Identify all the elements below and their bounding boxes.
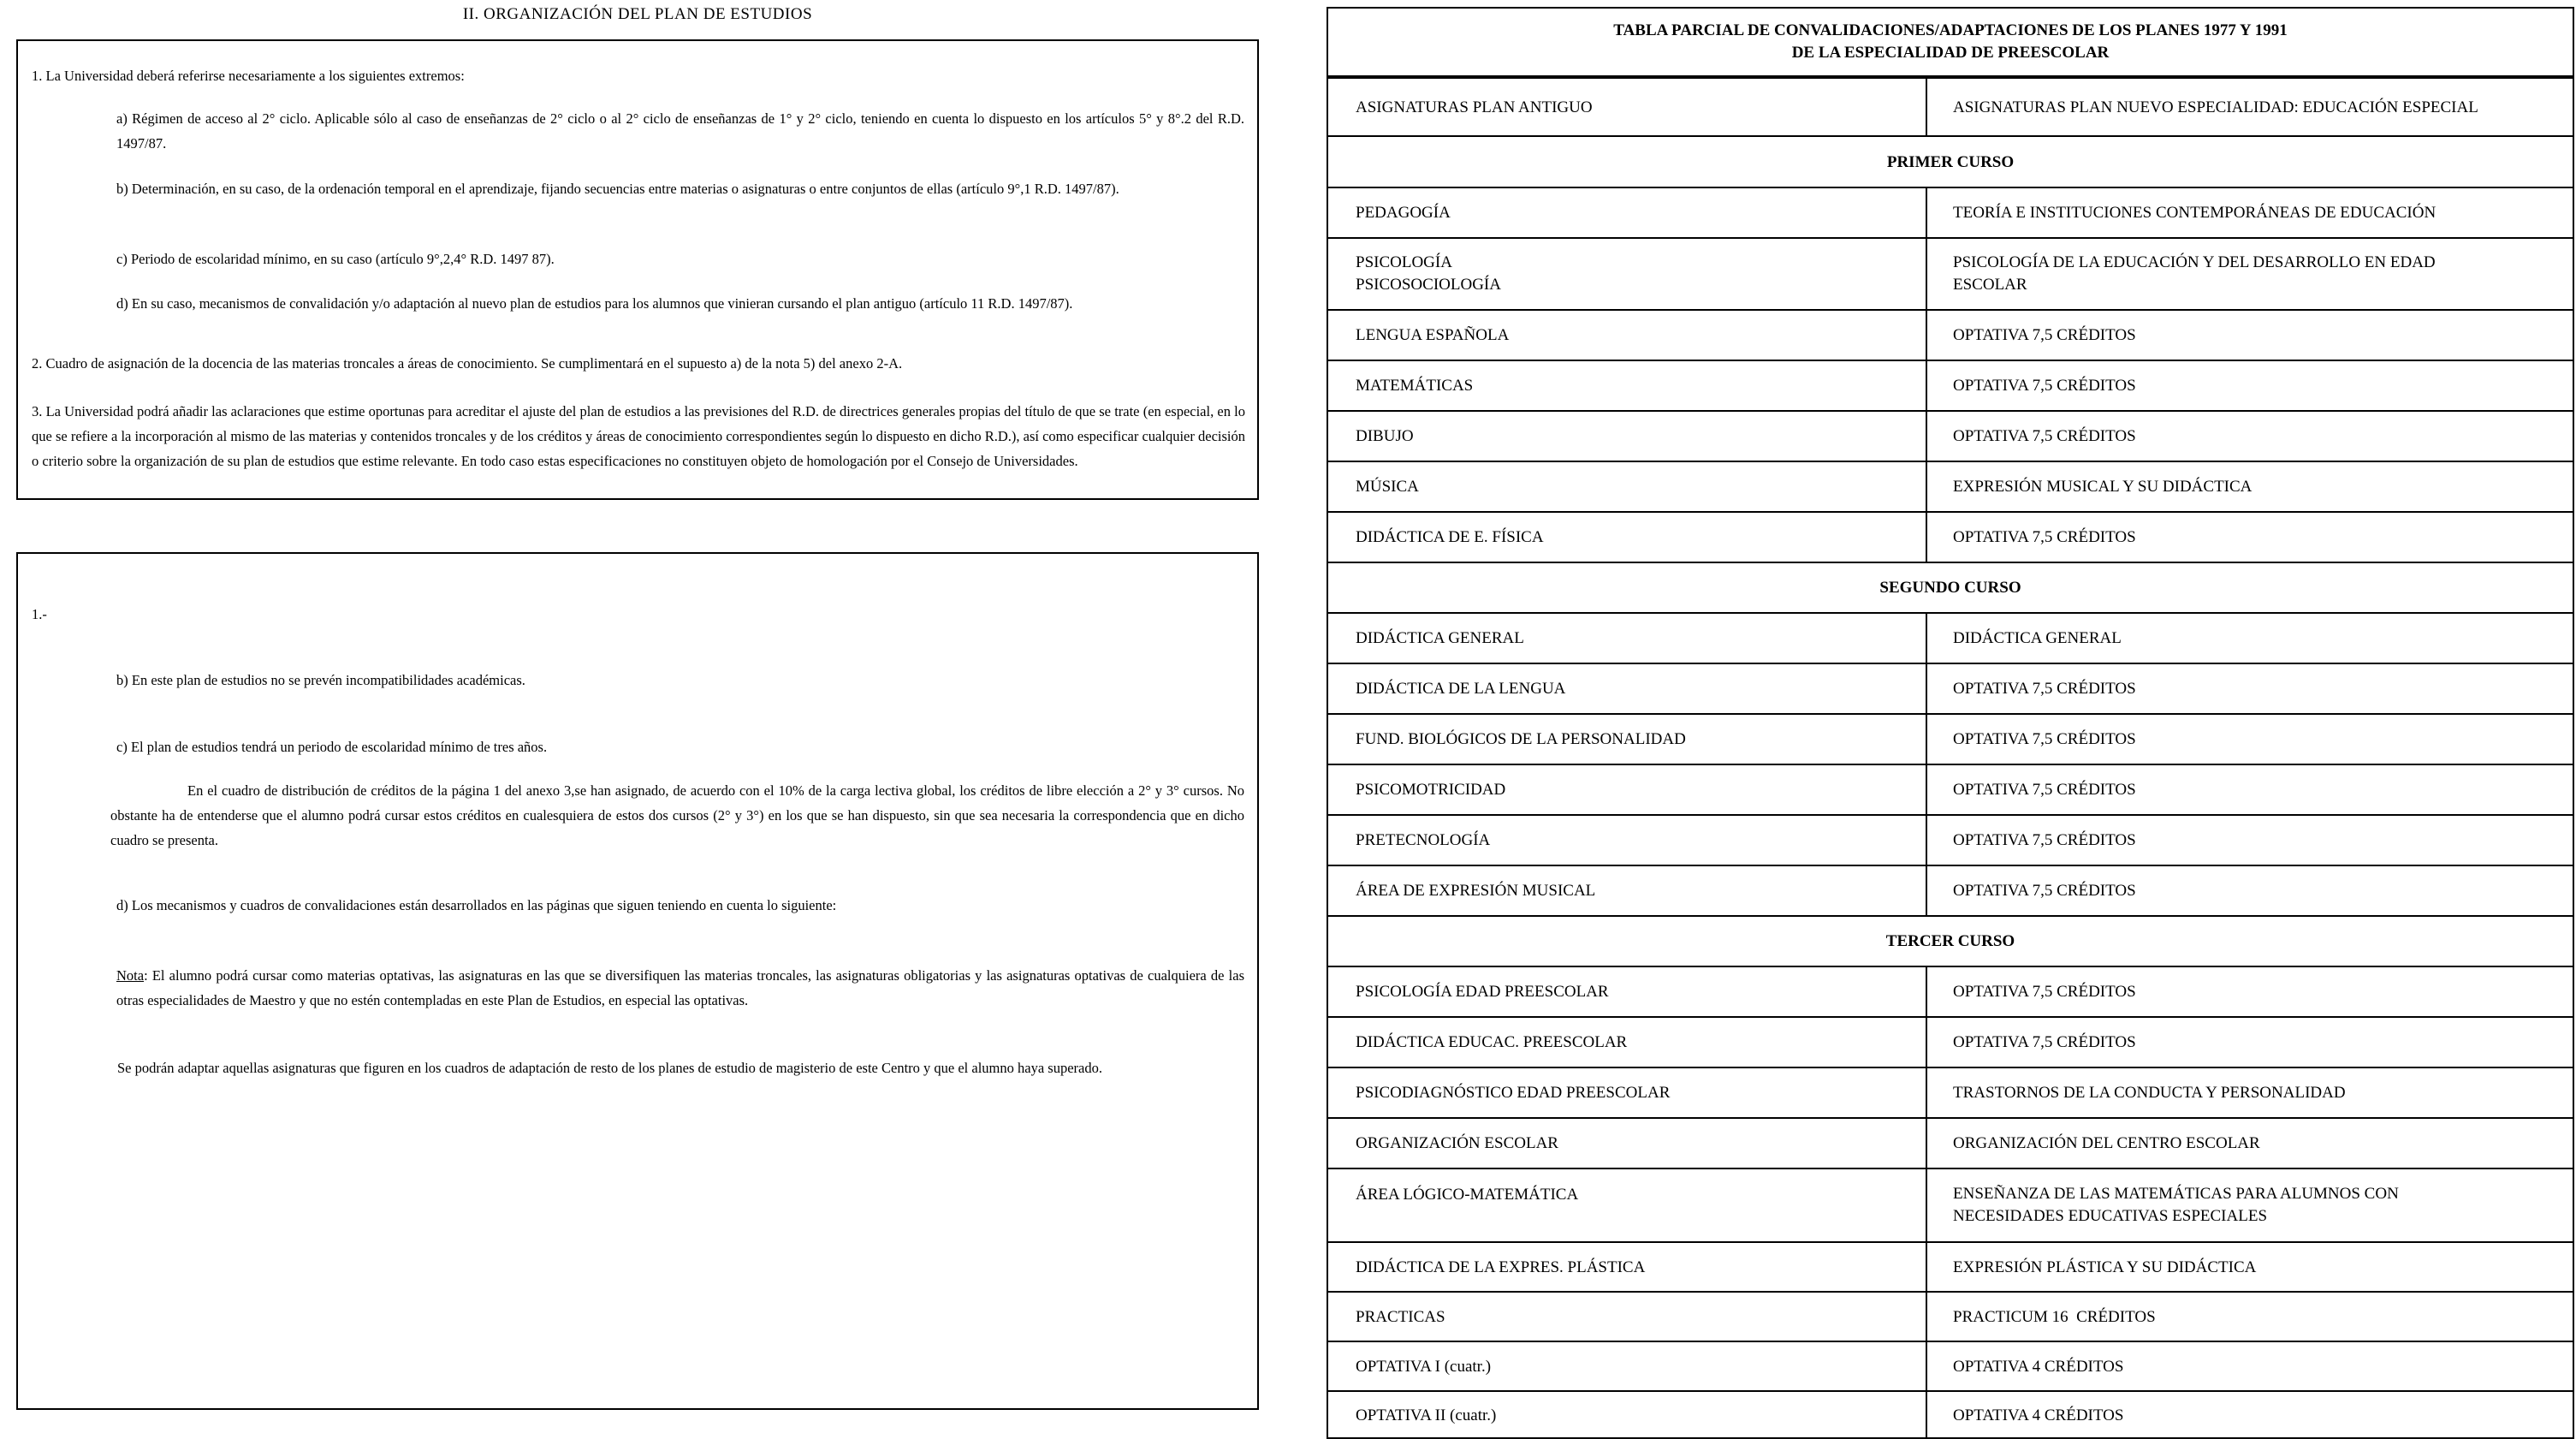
old-subject bbox=[1328, 1068, 1927, 1117]
old-subject-text: OPTATIVA II (cuatr.) bbox=[1356, 1406, 1497, 1424]
new-subject-text: OPTATIVA 7,5 CRÉDITOS bbox=[1953, 983, 2136, 1001]
new-subject bbox=[1927, 412, 2573, 461]
old-subject bbox=[1328, 188, 1927, 237]
old-subject bbox=[1328, 816, 1927, 865]
new-subject-text: OPTATIVA 7,5 CRÉDITOS bbox=[1953, 781, 2136, 799]
note-c-detail: En el cuadro de distribución de créditos de la página 1 del anexo 3,se han asignado, de acuerdo con el 10% de la carga lectiva global, los créditos de libre elección a 2° y 3° cursos. No obstante ha de entenderse que el alumno podrá cursar estos créditos en cualesquiera de estos dos cursos (2° y 3°) en los que se han dispuesto, sin que sea necesaria la correspondencia que en dicho cuadro se presenta. bbox=[110, 782, 1244, 848]
old-subject bbox=[1328, 361, 1927, 410]
old-subject bbox=[1328, 1293, 1927, 1341]
instruction-1d: d) En su caso, mecanismos de convalidación y/o adaptación al nuevo plan de estudios para los alumnos que vinieran cursando el plan antiguo (artículo 11 R.D. 1497/87). bbox=[116, 295, 1073, 312]
header-old-plan bbox=[1328, 79, 1927, 135]
new-subject-text: TEORÍA E INSTITUCIONES CONTEMPORÁNEAS DE EDUCACIÓN bbox=[1953, 204, 2437, 222]
old-subject bbox=[1328, 664, 1927, 713]
new-subject bbox=[1927, 1342, 2573, 1390]
header-new-plan bbox=[1927, 79, 2573, 135]
new-subject bbox=[1927, 765, 2573, 814]
table-row bbox=[1328, 462, 2573, 513]
old-subject bbox=[1328, 1243, 1927, 1291]
new-subject bbox=[1927, 462, 2573, 511]
new-subject-text: OPTATIVA 7,5 CRÉDITOS bbox=[1953, 326, 2136, 344]
instruction-1c: c) Periodo de escolaridad mínimo, en su caso (artículo 9°,2,4° R.D. 1497 87). bbox=[116, 251, 555, 267]
old-subject bbox=[1328, 765, 1927, 814]
old-subject bbox=[1328, 967, 1927, 1016]
table-title bbox=[1328, 9, 2573, 77]
table-row bbox=[1328, 1068, 2573, 1119]
new-subject-text: OPTATIVA 7,5 CRÉDITOS bbox=[1953, 882, 2136, 900]
note-final: Se podrán adaptar aquellas asignaturas que figuren en los cuadros de adaptación de resto de los planes de estudio de magisterio de este Centro y que el alumno haya superado. bbox=[117, 1060, 1102, 1076]
new-subject bbox=[1927, 1392, 2573, 1439]
new-subject bbox=[1927, 1119, 2573, 1168]
note-c: c) El plan de estudios tendrá un periodo de escolaridad mínimo de tres años. bbox=[116, 739, 548, 755]
new-subject bbox=[1927, 715, 2573, 764]
convalidation-table bbox=[1327, 7, 2574, 1439]
old-subject-text: ORGANIZACIÓN ESCOLAR bbox=[1356, 1134, 1558, 1152]
table-row bbox=[1328, 311, 2573, 361]
new-subject-text: DIDÁCTICA GENERAL bbox=[1953, 629, 2122, 647]
old-subject-text: OPTATIVA I (cuatr.) bbox=[1356, 1357, 1492, 1376]
new-subject bbox=[1927, 311, 2573, 360]
new-subject-text: OPTATIVA 7,5 CRÉDITOS bbox=[1953, 427, 2136, 445]
table-row bbox=[1328, 513, 2573, 563]
new-subject bbox=[1927, 1018, 2573, 1067]
nota bbox=[116, 963, 1244, 1013]
header-new-plan-text: ASIGNATURAS PLAN NUEVO ESPECIALIDAD: EDUCACIÓN ESPECIAL bbox=[1953, 98, 2478, 116]
old-subject-text: PSICOLOGÍA EDAD PREESCOLAR bbox=[1356, 983, 1609, 1001]
table-row bbox=[1328, 816, 2573, 866]
new-subject-text: PRACTICUM 16 CRÉDITOS bbox=[1953, 1307, 2156, 1326]
table-row bbox=[1328, 1018, 2573, 1068]
section-segundo-curso: SEGUNDO CURSO bbox=[1328, 563, 2573, 614]
old-subject-text: DIDÁCTICA DE LA LENGUA bbox=[1356, 680, 1566, 698]
table-row bbox=[1328, 614, 2573, 664]
table-row bbox=[1328, 1293, 2573, 1342]
old-subject-text: PRETECNOLOGÍA bbox=[1356, 831, 1491, 849]
old-subject bbox=[1328, 614, 1927, 663]
new-subject bbox=[1927, 1243, 2573, 1291]
old-subject-text: FUND. BIOLÓGICOS DE LA PERSONALIDAD bbox=[1356, 730, 1686, 748]
old-subject bbox=[1328, 1018, 1927, 1067]
table-row bbox=[1328, 1169, 2573, 1243]
nota-text: : El alumno podrá cursar como materias optativas, las asignaturas en las que se diversifiquen las materias troncales, las asignaturas obligatorias y las asignaturas optativas de cualquiera de las otras especialidades de Maestro y que no estén contempladas en este Plan de Estudios, en especial las optativas. bbox=[116, 967, 1244, 1008]
new-subject-text: EXPRESIÓN MUSICAL Y SU DIDÁCTICA bbox=[1953, 478, 2253, 496]
old-subject-text: PSICOLOGÍA PSICOSOCIOLOGÍA bbox=[1356, 253, 1501, 294]
new-subject-text: OPTATIVA 4 CRÉDITOS bbox=[1953, 1406, 2124, 1424]
table-row bbox=[1328, 866, 2573, 917]
table-row bbox=[1328, 664, 2573, 715]
instruction-3: 3. La Universidad podrá añadir las aclaraciones que estime oportunas para acreditar el ajuste del plan de estudios a las previsiones del R.D. de directrices generales propias del título de que se trate (en especial, en lo que se refiere a la incorporación al mismo de las materias y contenidos troncales y de los créditos y áreas de conocimiento correspondientes según lo dispuesto en dicho R.D.), así como especificar cualquier decisión o criterio sobre la organización de su plan de estudios que estime relevante. En todo caso estas especificaciones no constituyen objeto de homologación por el Consejo de Universidades. bbox=[32, 403, 1245, 469]
table-row bbox=[1328, 361, 2573, 412]
new-subject-text: OPTATIVA 7,5 CRÉDITOS bbox=[1953, 831, 2136, 849]
new-subject-text: OPTATIVA 7,5 CRÉDITOS bbox=[1953, 528, 2136, 546]
old-subject-text: MATEMÁTICAS bbox=[1356, 377, 1474, 395]
table-row bbox=[1328, 239, 2573, 311]
instruction-1b: b) Determinación, en su caso, de la ordenación temporal en el aprendizaje, fijando secuencias entre materias o asignaturas o entre conjuntos de ellas (artículo 9°,1 R.D. 1497/87). bbox=[116, 181, 1119, 197]
old-subject bbox=[1328, 1392, 1927, 1439]
plan-notes-box bbox=[16, 552, 1259, 1410]
old-subject-text: PSICOMOTRICIDAD bbox=[1356, 781, 1506, 799]
new-subject-text: OPTATIVA 7,5 CRÉDITOS bbox=[1953, 377, 2136, 395]
table-row bbox=[1328, 188, 2573, 239]
old-subject bbox=[1328, 715, 1927, 764]
section-tercer-curso: TERCER CURSO bbox=[1328, 917, 2573, 967]
old-subject-text: DIDÁCTICA DE LA EXPRES. PLÁSTICA bbox=[1356, 1258, 1646, 1276]
old-subject bbox=[1328, 1119, 1927, 1168]
new-subject bbox=[1927, 614, 2573, 663]
old-subject bbox=[1328, 412, 1927, 461]
instructions-box bbox=[16, 39, 1259, 500]
header-old-plan-text: ASIGNATURAS PLAN ANTIGUO bbox=[1356, 98, 1593, 116]
instruction-2: 2. Cuadro de asignación de la docencia de las materias troncales a áreas de conocimiento. Se cumplimentará en el supuesto a) de la nota 5) del anexo 2-A. bbox=[32, 355, 903, 372]
new-subject bbox=[1927, 1293, 2573, 1341]
table-row bbox=[1328, 1243, 2573, 1293]
new-subject bbox=[1927, 1169, 2573, 1241]
new-subject-text: OPTATIVA 4 CRÉDITOS bbox=[1953, 1357, 2124, 1376]
new-subject-text: OPTATIVA 7,5 CRÉDITOS bbox=[1953, 730, 2136, 748]
new-subject-text: PSICOLOGÍA DE LA EDUCACIÓN Y DEL DESARROLLO EN EDAD ESCOLAR bbox=[1953, 253, 2436, 294]
old-subject-text: ÁREA DE EXPRESIÓN MUSICAL bbox=[1356, 882, 1596, 900]
new-subject bbox=[1927, 967, 2573, 1016]
old-subject-text: PEDAGOGÍA bbox=[1356, 204, 1451, 222]
new-subject-text: ENSEÑANZA DE LAS MATEMÁTICAS PARA ALUMNOS CON NECESIDADES EDUCATIVAS ESPECIALES bbox=[1953, 1185, 2399, 1225]
new-subject bbox=[1927, 816, 2573, 865]
new-subject bbox=[1927, 239, 2573, 309]
table-row bbox=[1328, 412, 2573, 462]
old-subject-text: DIDÁCTICA EDUCAC. PREESCOLAR bbox=[1356, 1033, 1628, 1051]
new-subject bbox=[1927, 866, 2573, 915]
table-title-line2: DE LA ESPECIALIDAD DE PREESCOLAR bbox=[1791, 44, 2110, 62]
old-subject-text: LENGUA ESPAÑOLA bbox=[1356, 326, 1510, 344]
table-row bbox=[1328, 1342, 2573, 1392]
old-subject bbox=[1328, 462, 1927, 511]
old-subject-text: PSICODIAGNÓSTICO EDAD PREESCOLAR bbox=[1356, 1084, 1671, 1102]
new-subject bbox=[1927, 1068, 2573, 1117]
instruction-1a: a) Régimen de acceso al 2° ciclo. Aplicable sólo al caso de enseñanzas de 2° ciclo o al 2° ciclo de enseñanzas de 1° y 2° ciclo, teniendo en cuenta lo dispuesto en los artículos 5° y 8°.2 del R.D. 1497/87. bbox=[116, 110, 1244, 152]
new-subject-text: TRASTORNOS DE LA CONDUCTA Y PERSONALIDAD bbox=[1953, 1084, 2346, 1102]
old-subject-text: DIBUJO bbox=[1356, 427, 1414, 445]
old-subject bbox=[1328, 311, 1927, 360]
table-header-row bbox=[1328, 77, 2573, 137]
new-subject bbox=[1927, 513, 2573, 562]
new-subject bbox=[1927, 664, 2573, 713]
old-subject bbox=[1328, 239, 1927, 309]
old-subject bbox=[1328, 1342, 1927, 1390]
table-row bbox=[1328, 967, 2573, 1018]
old-subject bbox=[1328, 513, 1927, 562]
old-subject bbox=[1328, 1169, 1927, 1241]
table-row bbox=[1328, 765, 2573, 816]
section-heading: 1.- bbox=[32, 606, 47, 622]
old-subject-text: DIDÁCTICA GENERAL bbox=[1356, 629, 1524, 647]
nota-label: Nota bbox=[116, 967, 145, 984]
new-subject-text: EXPRESIÓN PLÁSTICA Y SU DIDÁCTICA bbox=[1953, 1258, 2257, 1276]
new-subject-text: OPTATIVA 7,5 CRÉDITOS bbox=[1953, 680, 2136, 698]
table-row bbox=[1328, 715, 2573, 765]
new-subject-text: OPTATIVA 7,5 CRÉDITOS bbox=[1953, 1033, 2136, 1051]
instruction-1: 1. La Universidad deberá referirse necesariamente a los siguientes extremos: bbox=[32, 68, 465, 84]
old-subject-text: MÚSICA bbox=[1356, 478, 1419, 496]
old-subject-text: ÁREA LÓGICO-MATEMÁTICA bbox=[1356, 1186, 1579, 1204]
table-row bbox=[1328, 1119, 2573, 1169]
page-title: II. ORGANIZACIÓN DEL PLAN DE ESTUDIOS bbox=[462, 5, 813, 23]
table-row bbox=[1328, 1392, 2573, 1439]
old-subject-text: DIDÁCTICA DE E. FÍSICA bbox=[1356, 528, 1544, 546]
new-subject bbox=[1927, 361, 2573, 410]
note-d: d) Los mecanismos y cuadros de convalidaciones están desarrollados en las páginas que siguen teniendo en cuenta lo siguiente: bbox=[116, 897, 837, 913]
section-primer-curso: PRIMER CURSO bbox=[1328, 137, 2573, 188]
new-subject-text: ORGANIZACIÓN DEL CENTRO ESCOLAR bbox=[1953, 1134, 2260, 1152]
table-title-line1: TABLA PARCIAL DE CONVALIDACIONES/ADAPTACIONES DE LOS PLANES 1977 Y 1991 bbox=[1613, 21, 2288, 39]
note-b: b) En este plan de estudios no se prevén incompatibilidades académicas. bbox=[116, 672, 525, 688]
old-subject bbox=[1328, 866, 1927, 915]
old-subject-text: PRACTICAS bbox=[1356, 1307, 1445, 1326]
new-subject bbox=[1927, 188, 2573, 237]
